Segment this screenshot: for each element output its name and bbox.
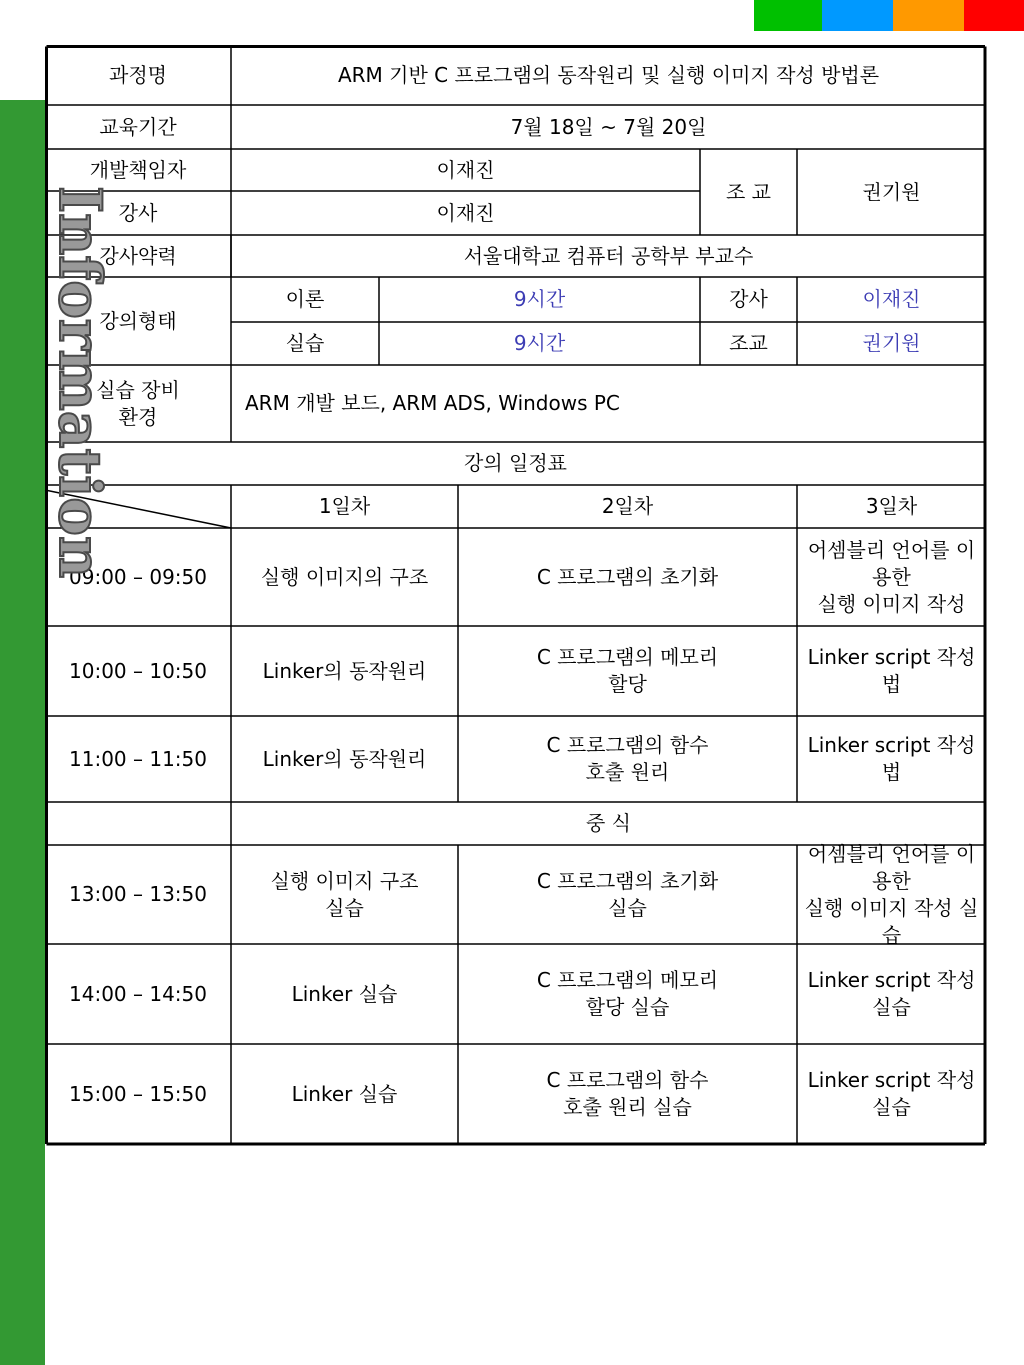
- schedule-time-3: 11:00 – 11:50: [69, 746, 207, 771]
- theory-person: 이재진: [862, 287, 921, 311]
- schedule-time-4: 13:00 – 13:50: [69, 882, 207, 906]
- schedule-day3-2: Linker script 작성법: [807, 645, 976, 696]
- schedule-day1-6: Linker 실습: [291, 1081, 398, 1106]
- schedule-day2-5: C 프로그램의 메모리 할당 실습: [536, 968, 719, 1019]
- color-block-red: [964, 0, 1024, 31]
- lecturer-label: 강사: [118, 200, 158, 225]
- side-green-bar: [0, 100, 45, 1365]
- schedule-day3-6: Linker script 작성실습: [807, 1068, 976, 1119]
- color-block-blue: [822, 0, 893, 31]
- equipment-value: ARM 개발 보드, ARM ADS, Windows PC: [245, 391, 620, 415]
- day-header-2: 2일차: [601, 494, 654, 518]
- lecturer-profile-value: 서울대학교 컴퓨터 공학부 부교수: [463, 243, 754, 268]
- education-period-value: 7월 18일 ~ 7월 20일: [510, 114, 707, 139]
- theory-role: 강사: [729, 287, 768, 311]
- schedule-day2-4: C 프로그램의 초기화 실습: [536, 868, 719, 920]
- schedule-time-2: 10:00 – 10:50: [69, 658, 207, 683]
- side-information-text: Information: [46, 186, 114, 579]
- schedule-title: 강의 일정표: [464, 451, 567, 475]
- schedule-day3-3: Linker script 작성법: [807, 733, 976, 784]
- schedule-day3-4: 어셈블리 언어를 이용한 실행 이미지 작성 실습: [804, 841, 979, 947]
- practice-person: 권기원: [862, 331, 921, 355]
- schedule-day2-3: C 프로그램의 함수 호출 원리: [546, 733, 709, 784]
- schedule-time-5: 14:00 – 14:50: [69, 981, 207, 1006]
- day-header-3: 3일차: [865, 494, 918, 518]
- schedule-time-6: 15:00 – 15:50: [69, 1081, 207, 1106]
- schedule-day2-6: C 프로그램의 함수 호출 원리 실습: [546, 1068, 709, 1119]
- course-info-table: [45, 45, 987, 1146]
- schedule-day1-4: 실행 이미지 구조 실습: [270, 868, 419, 920]
- lunch-break: 중 식: [586, 811, 631, 835]
- color-block-orange: [893, 0, 964, 31]
- schedule-day1-1: 실행 이미지의 구조: [260, 564, 429, 589]
- schedule-day3-1: 어셈블리 언어를 이용한 실행 이미지 작성: [807, 537, 976, 616]
- practice-role: 조교: [729, 331, 768, 355]
- lecturer-profile-label: 강사약력: [99, 243, 177, 268]
- equipment-label: 실습 장비 환경: [96, 377, 180, 429]
- schedule-day2-1: C 프로그램의 초기화: [536, 564, 719, 589]
- schedule-day1-5: Linker 실습: [291, 981, 398, 1006]
- color-block-green: [754, 0, 822, 31]
- header-corner-diagonal: [45, 490, 231, 528]
- schedule-day1-3: Linker의 동작원리: [262, 746, 427, 771]
- practice-hours: 9시간: [513, 331, 566, 355]
- lecturer-value: 이재진: [436, 200, 495, 225]
- lecture-format-label: 강의형태: [99, 308, 177, 333]
- assistant-value: 권기원: [862, 179, 921, 204]
- developer-label: 개발책임자: [89, 157, 187, 182]
- theory-hours: 9시간: [513, 287, 566, 311]
- course-name-value: ARM 기반 C 프로그램의 동작원리 및 실행 이미지 작성 방법론: [337, 62, 880, 87]
- education-period-label: 교육기간: [99, 114, 177, 139]
- course-name-label: 과정명: [109, 62, 167, 87]
- schedule-time-1: 09:00 – 09:50: [69, 564, 207, 589]
- developer-value: 이재진: [436, 157, 495, 182]
- brand-color-strip: [754, 0, 1024, 31]
- assistant-label: 조 교: [726, 179, 771, 204]
- day-header-1: 1일차: [318, 494, 371, 518]
- practice-label: 실습: [285, 331, 325, 355]
- schedule-day3-5: Linker script 작성실습: [807, 968, 976, 1019]
- schedule-day1-2: Linker의 동작원리: [262, 658, 427, 683]
- theory-label: 이론: [285, 287, 325, 311]
- schedule-day2-2: C 프로그램의 메모리 할당: [536, 645, 719, 696]
